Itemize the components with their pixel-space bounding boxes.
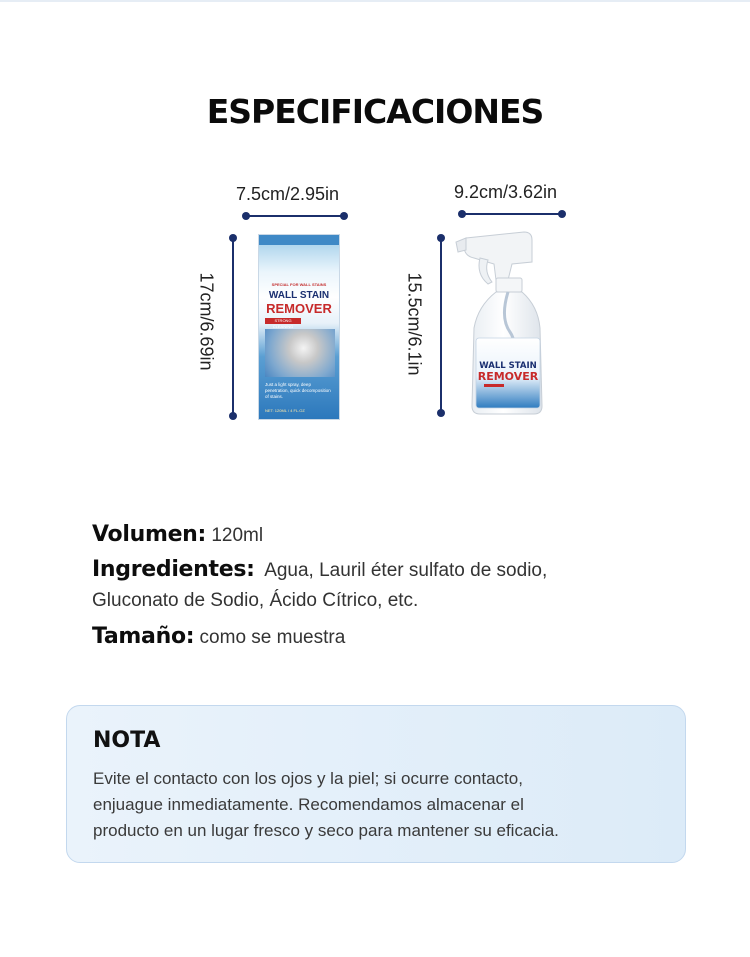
note-title: NOTA	[93, 728, 161, 753]
box-width-dot-left	[242, 212, 250, 220]
box-name-line1: WALL STAIN	[268, 290, 330, 301]
box-net-text: NET: 120ML / 4 FL.OZ	[265, 408, 305, 413]
spec-size	[92, 622, 692, 653]
ingredients-label: Ingredientes:	[92, 557, 255, 582]
box-height-label: 17cm/6.69in	[196, 272, 217, 371]
box-name-line2: REMOVER	[266, 301, 332, 316]
box-top-band	[259, 235, 339, 245]
spec-volume	[92, 520, 692, 551]
bottle-width-dot-right	[558, 210, 566, 218]
bottle-height-dot-bottom	[437, 409, 445, 417]
volume-label: Volumen:	[92, 522, 207, 547]
note-card	[66, 705, 686, 863]
spec-ingredients	[92, 555, 692, 586]
size-label: Tamaño:	[92, 624, 195, 649]
page-title: ESPECIFICACIONES	[206, 92, 544, 131]
box-height-dot-top	[229, 234, 237, 242]
note-body	[93, 766, 668, 844]
bottle-name-line1: WALL STAIN	[479, 361, 537, 371]
box-copy-text: Just a light spray, deep penetration, quick decomposition of stains.	[265, 382, 331, 399]
box-height-dot-bottom	[229, 412, 237, 420]
ingredients-value-2: Gluconato de Sodio, Ácido Cítrico, etc.	[92, 590, 419, 611]
box-tag: STRONG CLEANING	[265, 318, 301, 324]
product-box-image	[258, 234, 340, 420]
specs-section	[92, 520, 692, 653]
box-height-line	[232, 238, 234, 416]
note-line-2: enjuague inmediatamente. Recomendamos almacenar el	[93, 795, 524, 814]
spray-bottle-image	[452, 228, 562, 418]
note-line-3: producto en un lugar fresco y seco para mantener su eficacia.	[93, 821, 559, 840]
bottle-height-label: 15.5cm/6.1in	[404, 272, 425, 376]
bottle-height-dot-top	[437, 234, 445, 242]
box-stain-photo	[265, 329, 335, 377]
bottle-height-line	[440, 238, 442, 414]
bottle-width-dot-left	[458, 210, 466, 218]
box-special-text: SPECIAL FOR WALL STAINS	[271, 282, 327, 287]
box-width-line	[246, 215, 344, 217]
bottle-name-line2: REMOVER	[477, 370, 539, 383]
ingredients-value-1: Agua, Lauril éter sulfato de sodio,	[264, 560, 548, 581]
size-value: como se muestra	[199, 627, 346, 648]
top-divider	[0, 0, 750, 2]
box-width-dot-right	[340, 212, 348, 220]
bottle-width-line	[462, 213, 562, 215]
note-line-1: Evite el contacto con los ojos y la piel; si ocurre contacto,	[93, 769, 523, 788]
box-width-label: 7.5cm/2.95in	[236, 184, 340, 204]
bottle-width-label: 9.2cm/3.62in	[454, 182, 558, 202]
volume-value: 120ml	[211, 525, 264, 546]
